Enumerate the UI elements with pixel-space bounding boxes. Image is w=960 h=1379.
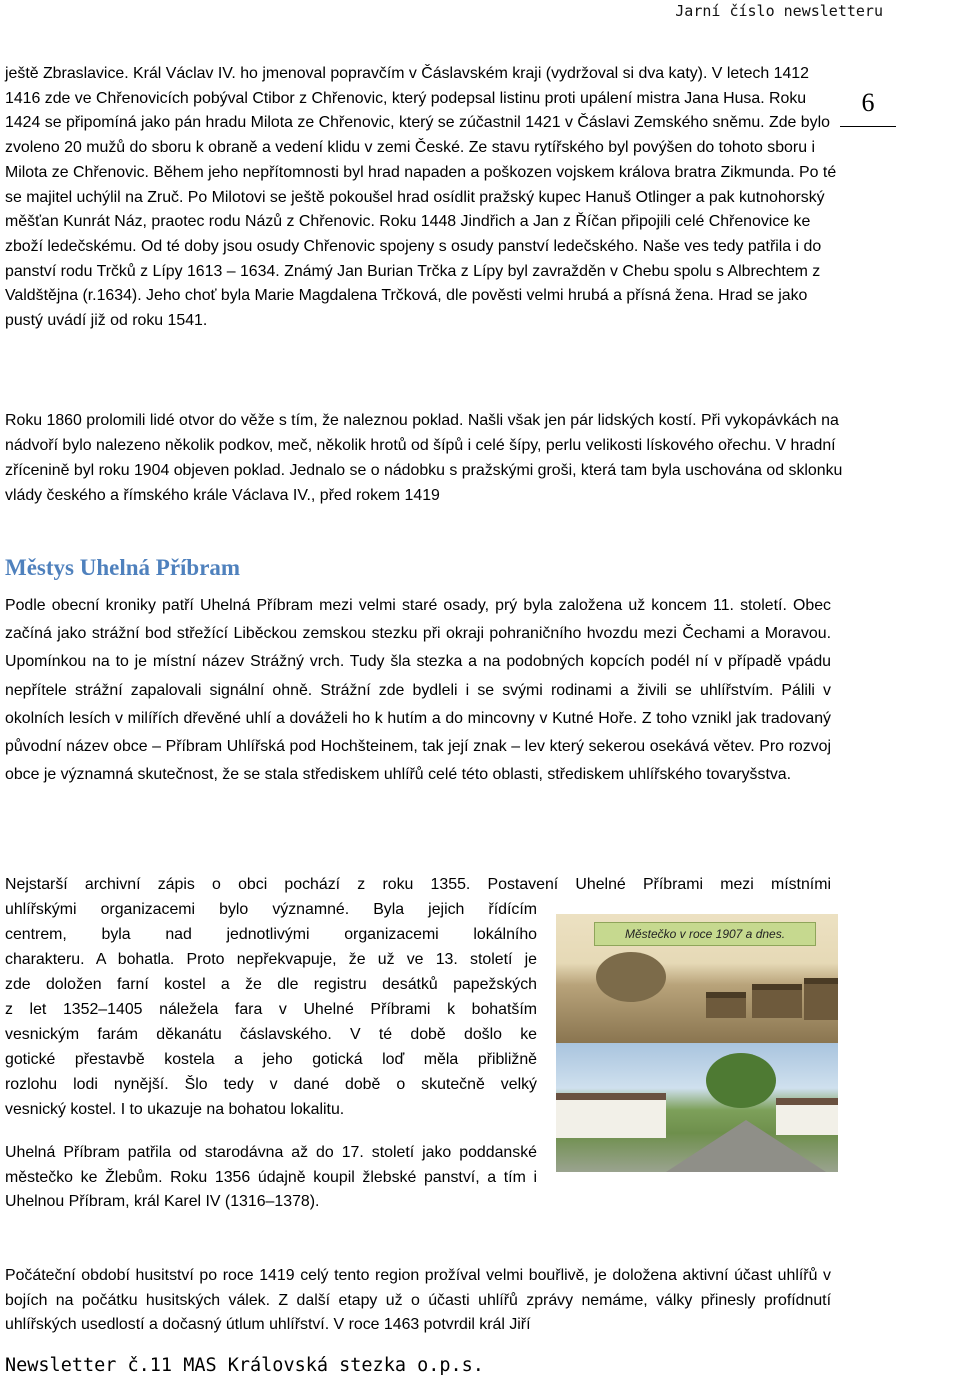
tree-shape [596, 952, 666, 1002]
village-photo [556, 914, 838, 1172]
paragraph-archive-line: centrem, byla nad jednotlivými organizacemi lokálního [5, 926, 537, 943]
paragraph-archive-line: Nejstarší archivní zápis o obci pochází z roku 1355. Postavení Uhelné Příbrami mezi místními [5, 876, 831, 893]
photo-caption: Městečko v roce 1907 a dnes. [594, 922, 816, 946]
paragraph-zleby: Uhelná Příbram patřila od starodávna až do 17. století jako poddanské městečko ke Žlebům. Roku 1356 údajně koupil žlebské panství, a tím i Uhelnou Příbram, král Karel IV (1316–1378). [5, 1144, 537, 1211]
paragraph-history-chrenovice: ještě Zbraslavice. Král Václav IV. ho jmenoval popravčím v Čáslavském kraji (vydržoval si dva katy). V letech 1412 1416 zde ve Chřenovicích pobýval Ctibor z Chřenovic, který podepsal listinu proti upálení mistra Jana Husa. Roku 1424 se připomíná jako pán hradu Milota ze Chřenovic, který se zúčastnil 1421 v Čáslavi Zemského sněmu. Zde bylo zvoleno 20 mužů do sboru k obraně a vedení klidu v zemi České. Ze stavu rytířského byl povýšen do tohoto sboru i Milota ze Chřenovic. Během jeho nepřítomnosti byl hrad napaden a poškozen vojskem králova bratra Zikmunda. Po té se majitel uchýlil na Zruč. Po Milotovi se ještě pokoušel hrad osídlit pražský kupec Hanuš Otlinger a pak kutnohorský měšťan Kunrát Náz, praotec rodu Názů z Chřenovic. Roku 1448 Jindřich a Jan z Říčan připojili celé Chřenovice ke zboží ledečskému. Od té doby jsou osudy Chřenovic spojeny s osudy panství ledečského. Naše ves tedy patřila i do panství rodu Trčků z Lípy 1613 – 1634. Známý Jan Burian Trčka z Lípy byl zavražděn v Chebu spolu s Albrechtem z Valdštějna (r.1634). Jeho choť byla Marie Magdalena Trčková, dle pověsti velmi hrubá a přísná žena. Hrad se jako pustý uvádí již od roku 1541. [5, 65, 837, 330]
paragraph-chronicle: Podle obecní kroniky patří Uhelná Příbram mezi velmi staré osady, prý byla založena už koncem 11. století. Obec začíná jako strážní bod střežící Liběckou zemskou stezku při okraji pohraničního hvozdu mezi Čechami a Moravou. Upomínkou na to je místní název Strážný vrch. Tudy šla stezka a na podobných kopcích podél ní v případě vpádu nepřítele strážní zapalovali signální ohně. Strážní zde bydleli i se svými rodinami a živili se uhlířstvím. Pálili v okolních lesích v milířích dřevěné uhlí a dováželi ho k hutím a do mincovny v Kutné Hoře. Z toho vznikl jak tradovaný původní název obce – Příbram Uhlířská pod Hochšteinem, tak její znak – lev který sekerou osekává větev. Pro rozvoj obce je významná skutečnost, že se stala střediskem uhlířů celé této oblasti, střediskem uhlířského tovaryšstva. [5, 597, 831, 784]
house-shape [556, 1093, 666, 1138]
village-photo-today [556, 1043, 838, 1172]
house-shape [752, 984, 802, 1018]
newsletter-header: Jarní číslo newsletteru [675, 2, 883, 20]
tree-shape [706, 1053, 776, 1108]
paragraph-hussite: Počáteční období husitství po roce 1419 celý tento region prožíval velmi bouřlivě, je doložena aktivní účast uhlířů v bojích na počátku husitských válek. Z další etapy už o účasti uhlířů zprávy nemáme, války přinesly profídnutí uhlířských usedlostí a dočasný útlum uhlířství. V roce 1463 potvrdil král Jiří [5, 1267, 831, 1334]
section-title: Městys Uhelná Příbram [5, 555, 241, 580]
paragraph-archive-line: uhlířskými organizacemi bylo významné. Byla jejich řídícím [5, 901, 537, 918]
paragraph-archive-line: gotické přestavbě kostela a jeho gotická loď měla přibližně [5, 1051, 537, 1068]
page-number: 6 [861, 88, 875, 117]
paragraph-archive-line: z let 1352–1405 náležela fara v Uhelné Příbrami k bohatším [5, 1001, 537, 1018]
paragraph-archive-line: charakteru. A bohatla. Proto nepřekvapuje, že už ve 13. století je [5, 951, 537, 968]
house-shape [706, 992, 746, 1018]
paragraph-archive-line: zde doložen farní kostel a že dle registru desátků papežských [5, 976, 537, 993]
paragraph-archive-line: vesnickým farám děkanátu čáslavského. V té době došlo ke [5, 1026, 537, 1043]
house-shape [804, 978, 838, 1020]
paragraph-archive-line: vesnický kostel. I to ukazuje na bohatou lokalitu. [5, 1101, 345, 1118]
page-number-rule [840, 126, 896, 127]
paragraph-archive-line: rozlohu lodi nynější. Šlo tedy v dané době o skutečně velký [5, 1076, 537, 1093]
road-shape [666, 1120, 826, 1172]
footer: Newsletter č.11 MAS Královská stezka o.p.s. [5, 1355, 484, 1376]
paragraph-treasure: Roku 1860 prolomili lidé otvor do věže s tím, že naleznou poklad. Našli však jen pár lidských kostí. Při vykopávkách na nádvoří bylo nalezeno několik podkov, meč, několik hrotů od šípů i celé šípy, perlu velikosti lískového ořechu. V hradní zřícenině byl roku 1904 objeven poklad. Jednalo se o nádobku s pražskými groši, která tam byla uschována od sklonku vlády českého a římského krále Václava IV., před rokem 1419 [5, 412, 843, 504]
